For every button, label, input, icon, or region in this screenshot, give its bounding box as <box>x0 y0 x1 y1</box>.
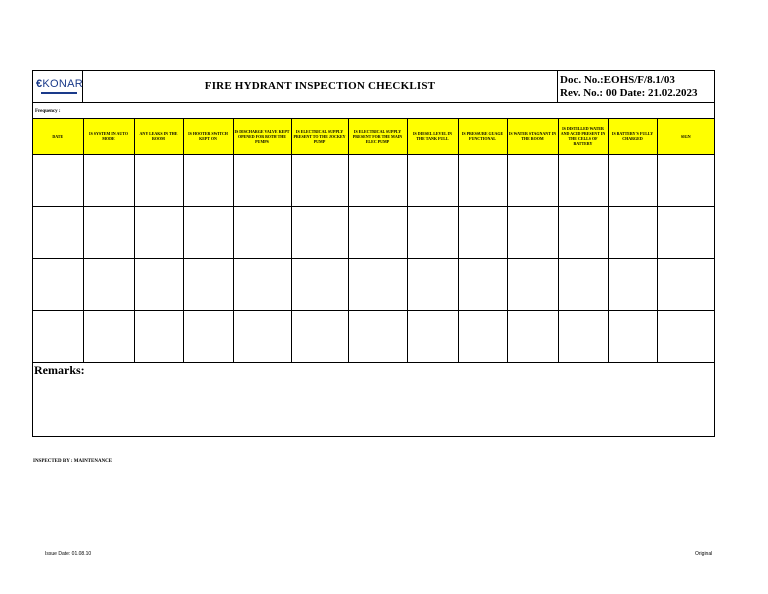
checklist-table <box>33 119 714 363</box>
table-cell[interactable] <box>558 258 608 310</box>
table-cell[interactable] <box>657 206 714 258</box>
table-cell[interactable] <box>134 258 183 310</box>
table-cell[interactable] <box>407 258 458 310</box>
column-header: IS DIESEL LEVEL IN THE TANK FULL <box>407 119 458 154</box>
table-cell[interactable] <box>183 310 233 362</box>
table-cell[interactable] <box>407 206 458 258</box>
table-cell[interactable] <box>458 258 507 310</box>
table-cell[interactable] <box>33 258 83 310</box>
table-row <box>33 258 714 310</box>
table-cell[interactable] <box>507 206 558 258</box>
table-cell[interactable] <box>83 310 134 362</box>
table-cell[interactable] <box>458 154 507 206</box>
table-cell[interactable] <box>134 154 183 206</box>
table-cell[interactable] <box>657 258 714 310</box>
table-header-row <box>33 119 714 154</box>
table-row <box>33 206 714 258</box>
table-cell[interactable] <box>608 206 657 258</box>
table-cell[interactable] <box>291 258 348 310</box>
page-title: FIRE HYDRANT INSPECTION CHECKLIST <box>83 71 558 102</box>
table-cell[interactable] <box>407 154 458 206</box>
logo-underline <box>41 92 77 94</box>
column-header: IS WATER STAGNANT IN THE ROOM <box>507 119 558 154</box>
table-cell[interactable] <box>33 310 83 362</box>
table-cell[interactable] <box>348 154 407 206</box>
table-row <box>33 154 714 206</box>
table-cell[interactable] <box>233 258 291 310</box>
table-cell[interactable] <box>291 154 348 206</box>
doc-number: Doc. No.:EOHS/F/8.1/03 <box>560 74 675 86</box>
column-header: SIGN <box>657 119 714 154</box>
table-cell[interactable] <box>507 154 558 206</box>
column-header: IS DISCHARGE VALVE KEPT OPENED FOR BOTH THE PUMPS <box>233 119 291 154</box>
table-cell[interactable] <box>348 310 407 362</box>
table-cell[interactable] <box>558 206 608 258</box>
table-cell[interactable] <box>608 310 657 362</box>
table-cell[interactable] <box>558 154 608 206</box>
revision-number: Rev. No.: 00 Date: 21.02.2023 <box>560 87 698 99</box>
table-cell[interactable] <box>83 206 134 258</box>
issue-date: Issue Date: 01.08.10 <box>45 551 92 557</box>
table-cell[interactable] <box>83 154 134 206</box>
remarks-section <box>33 362 714 436</box>
column-header: IS BATTERY'S FULLY CHARGED <box>608 119 657 154</box>
table-cell[interactable] <box>33 206 83 258</box>
table-cell[interactable] <box>233 154 291 206</box>
table-cell[interactable] <box>558 310 608 362</box>
checklist-form <box>32 70 715 437</box>
column-header: IS HOOTER SWITCH KEPT ON <box>183 119 233 154</box>
table-cell[interactable] <box>608 258 657 310</box>
column-header: IS ELECTRICAL SUPPLY PRESENT TO THE JOCKEY PUMP <box>291 119 348 154</box>
table-cell[interactable] <box>134 310 183 362</box>
document-status: Original <box>695 551 713 557</box>
column-header: ANY LEAKS IN THE ROOM <box>134 119 183 154</box>
table-cell[interactable] <box>458 310 507 362</box>
table-cell[interactable] <box>507 310 558 362</box>
remarks-label: Remarks: <box>34 363 85 377</box>
table-cell[interactable] <box>183 154 233 206</box>
table-cell[interactable] <box>134 206 183 258</box>
inspected-by: INSPECTED BY : MAINTENANCE <box>33 459 113 464</box>
table-cell[interactable] <box>348 258 407 310</box>
table-cell[interactable] <box>657 154 714 206</box>
table-cell[interactable] <box>458 206 507 258</box>
column-header: DATE <box>33 119 83 154</box>
frequency-label: Frequency : <box>33 103 714 119</box>
table-cell[interactable] <box>407 310 458 362</box>
table-cell[interactable] <box>233 206 291 258</box>
table-cell[interactable] <box>33 154 83 206</box>
company-logo <box>33 71 83 102</box>
logo-text: €KONAR <box>36 78 84 90</box>
column-header: IS SYSTEM IN AUTO MODE <box>83 119 134 154</box>
table-cell[interactable] <box>291 310 348 362</box>
table-cell[interactable] <box>657 310 714 362</box>
column-header: IS PRESSURE GUAGE FUNCTIONAL <box>458 119 507 154</box>
table-cell[interactable] <box>183 258 233 310</box>
column-header: IS ELECTRICAL SUPPLY PRESENT FOR THE MAIN ELEC PUMP <box>348 119 407 154</box>
table-cell[interactable] <box>507 258 558 310</box>
table-cell[interactable] <box>348 206 407 258</box>
table-cell[interactable] <box>83 258 134 310</box>
table-cell[interactable] <box>183 206 233 258</box>
form-header <box>33 71 714 103</box>
table-cell[interactable] <box>291 206 348 258</box>
doc-info <box>558 71 714 102</box>
table-cell[interactable] <box>608 154 657 206</box>
table-row <box>33 310 714 362</box>
column-header: IS DISTILLED WATER AND ACID PRESENT IN THE CELLS OF BATTERY <box>558 119 608 154</box>
table-cell[interactable] <box>233 310 291 362</box>
